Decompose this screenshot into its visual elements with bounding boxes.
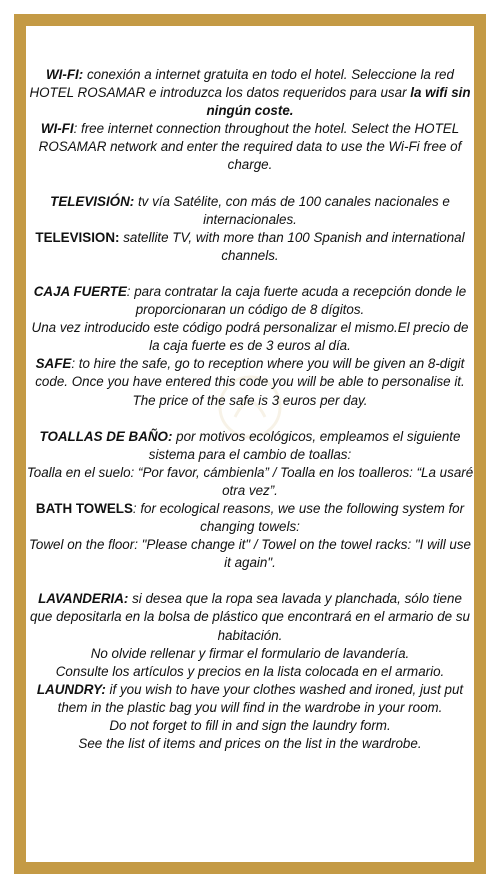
laundry-en-label: LAUNDRY: [36,681,106,697]
towels-es-label: TOALLAS DE BAÑO: [39,428,173,444]
safe-es-text: : para contratar la caja fuerte acuda a recepción donde le proporcionaran un código de 8 dígitos. [126,283,467,318]
tv-es-paragraph [26,193,474,229]
tv-en-text: satellite TV, with more than 100 Spanish and international channels. [119,229,465,263]
towels-es-paragraph [26,428,474,464]
laundry-en-paragraph-3: See the list of items and prices on the list in the wardrobe. [78,736,422,752]
wifi-en-label: WI-FI [40,121,74,137]
safe-en-paragraph [26,355,474,391]
safe-es-paragraph-2: Una vez introducido este código podrá personalizar el mismo.El precio de la caja fuerte es de 3 euros al día. [31,320,469,354]
laundry-en-paragraph [26,681,474,717]
wifi-en-text: : free internet connection throughout the hotel. Select the HOTEL ROSAMAR network and enter the required data to use the Wi-Fi free of charge. [38,121,462,173]
safe-en-text: : to hire the safe, go to reception where you will be given an 8-digit code. Once you have entered this code you will be able to personalise it. [35,356,465,390]
wifi-es-text: conexión a internet gratuita en todo el hotel. Seleccione la red HOTEL ROSAMAR e introduzca los datos requeridos para usar [29,67,454,101]
safe-en-label: SAFE [35,356,72,372]
tv-es-text: tv vía Satélite, con más de 100 canales nacionales e internacionales. [134,193,450,227]
towels-en-text: : for ecological reasons, we use the following system for changing towels: [132,500,465,535]
laundry-es-paragraph [26,590,474,644]
hotel-services-info [26,66,474,753]
laundry-en-text: if you wish to have your clothes washed and ironed, just put them in the plastic bag you will find in the wardrobe in your room. [57,681,464,715]
wifi-en-paragraph [26,120,474,174]
towels-en-paragraph [26,500,474,536]
wifi-es-label: WI-FI: [46,67,84,82]
laundry-es-paragraph-3: Consulte los artículos y precios en la lista colocada en el armario. [55,663,445,679]
safe-es-paragraph [26,283,474,319]
tv-es-label: TELEVISIÓN: [50,193,135,209]
safe-es-label: CAJA FUERTE [33,283,127,299]
wifi-es-paragraph [26,66,474,120]
tv-en-paragraph [26,229,474,265]
laundry-es-label: LAVANDERIA: [38,591,129,607]
wifi-es-bold-tail: la wifi sin ningún coste. [206,85,471,119]
towels-en-label: BATH TOWELS [35,500,133,516]
towels-en-paragraph-2: Towel on the floor: "Please change it" / Towel on the towel racks: "I will use it again". [28,537,471,571]
tv-en-label: TELEVISION: [35,229,120,245]
laundry-es-paragraph-2: No olvide rellenar y firmar el formulario de lavandería. [90,645,410,661]
towels-es-paragraph-2: Toalla en el suelo: “Por favor, cámbienla” / Toalla en los toalleros: “La usaré otra vez”. [26,464,474,498]
laundry-es-text: si desea que la ropa sea lavada y planchada, sólo tiene que depositarla en la bolsa de plástico que encontrará en el armario de su habitación. [30,591,470,643]
laundry-en-paragraph-2: Do not forget to fill in and sign the laundry form. [109,718,391,733]
safe-en-paragraph-2: The price of the safe is 3 euros per day. [132,392,368,408]
towels-es-text: por motivos ecológicos, empleamos el siguiente sistema para el cambio de toallas: [148,428,461,462]
